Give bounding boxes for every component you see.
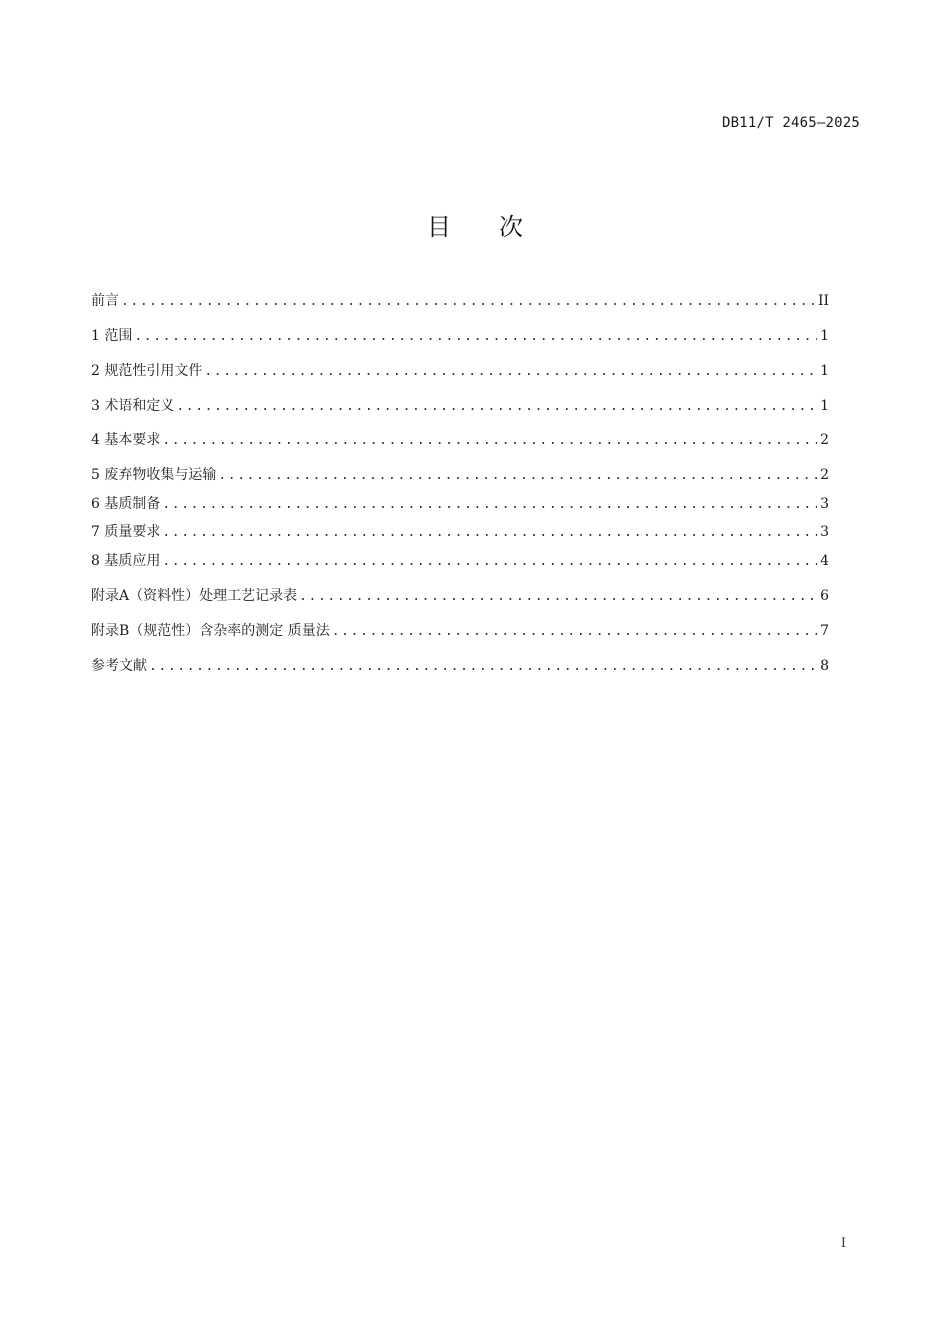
- toc-entry-appendix-b[interactable]: [91, 621, 829, 641]
- toc-entry-page: 6: [820, 588, 829, 604]
- toc-entry-page: 3: [820, 524, 829, 540]
- toc-entry-normative-references[interactable]: [91, 361, 829, 381]
- toc-entry-label: 2 规范性引用文件: [91, 363, 203, 379]
- toc-entry-label: 7 质量要求: [91, 524, 161, 540]
- document-code: DB11/T 2465—2025: [721, 115, 860, 131]
- toc-entry-label: 4 基本要求: [91, 432, 161, 448]
- page-number: I: [840, 1236, 846, 1251]
- page-title: 目次: [427, 213, 571, 241]
- toc-entry-page: 2: [820, 432, 829, 448]
- toc-entry-quality-requirements[interactable]: [91, 522, 829, 542]
- toc-entry-page: 1: [820, 363, 829, 379]
- toc-entry-substrate-preparation[interactable]: [91, 494, 829, 514]
- toc-leader-dots: [162, 523, 817, 543]
- toc-entry-label: 前言: [91, 293, 119, 309]
- toc-entry-page: 3: [820, 496, 829, 512]
- toc-entry-label: 5 废弃物收集与运输: [91, 467, 217, 483]
- toc-entry-page: 4: [820, 553, 829, 569]
- toc-entry-terms-definitions[interactable]: [91, 396, 829, 416]
- toc-entry-label: 附录A（资料性）处理工艺记录表: [91, 588, 298, 604]
- toc-leader-dots: [121, 292, 815, 312]
- toc-leader-dots: [299, 587, 817, 607]
- toc-leader-dots: [218, 466, 817, 486]
- toc-entry-foreword[interactable]: [91, 291, 829, 311]
- toc-leader-dots: [332, 622, 817, 642]
- toc-leader-dots: [204, 362, 817, 382]
- toc-entry-waste-collection[interactable]: [91, 465, 829, 485]
- toc-entry-bibliography[interactable]: [91, 656, 829, 676]
- toc-entry-page: 1: [820, 328, 829, 344]
- toc-leader-dots: [162, 495, 817, 515]
- toc-entry-label: 参考文献: [91, 658, 147, 674]
- toc-entry-page: 7: [820, 623, 829, 639]
- toc-leader-dots: [176, 397, 817, 417]
- toc-entry-label: 附录B（规范性）含杂率的测定 质量法: [91, 623, 330, 639]
- toc-entry-label: 3 术语和定义: [91, 398, 175, 414]
- toc-entry-label: 1 范围: [91, 328, 133, 344]
- toc-entry-page: 1: [820, 398, 829, 414]
- toc-entry-substrate-application[interactable]: [91, 551, 829, 571]
- toc-leader-dots: [162, 552, 817, 572]
- toc-entry-page: 8: [820, 658, 829, 674]
- toc-entry-page: II: [817, 293, 829, 309]
- toc-leader-dots: [149, 657, 817, 677]
- toc-entry-label: 8 基质应用: [91, 553, 161, 569]
- toc-entry-page: 2: [820, 467, 829, 483]
- toc-leader-dots: [134, 327, 817, 347]
- toc-entry-appendix-a[interactable]: [91, 586, 829, 606]
- toc-entry-basic-requirements[interactable]: [91, 430, 829, 450]
- toc-entry-scope[interactable]: [91, 326, 829, 346]
- toc-leader-dots: [162, 431, 817, 451]
- toc-entry-label: 6 基质制备: [91, 496, 161, 512]
